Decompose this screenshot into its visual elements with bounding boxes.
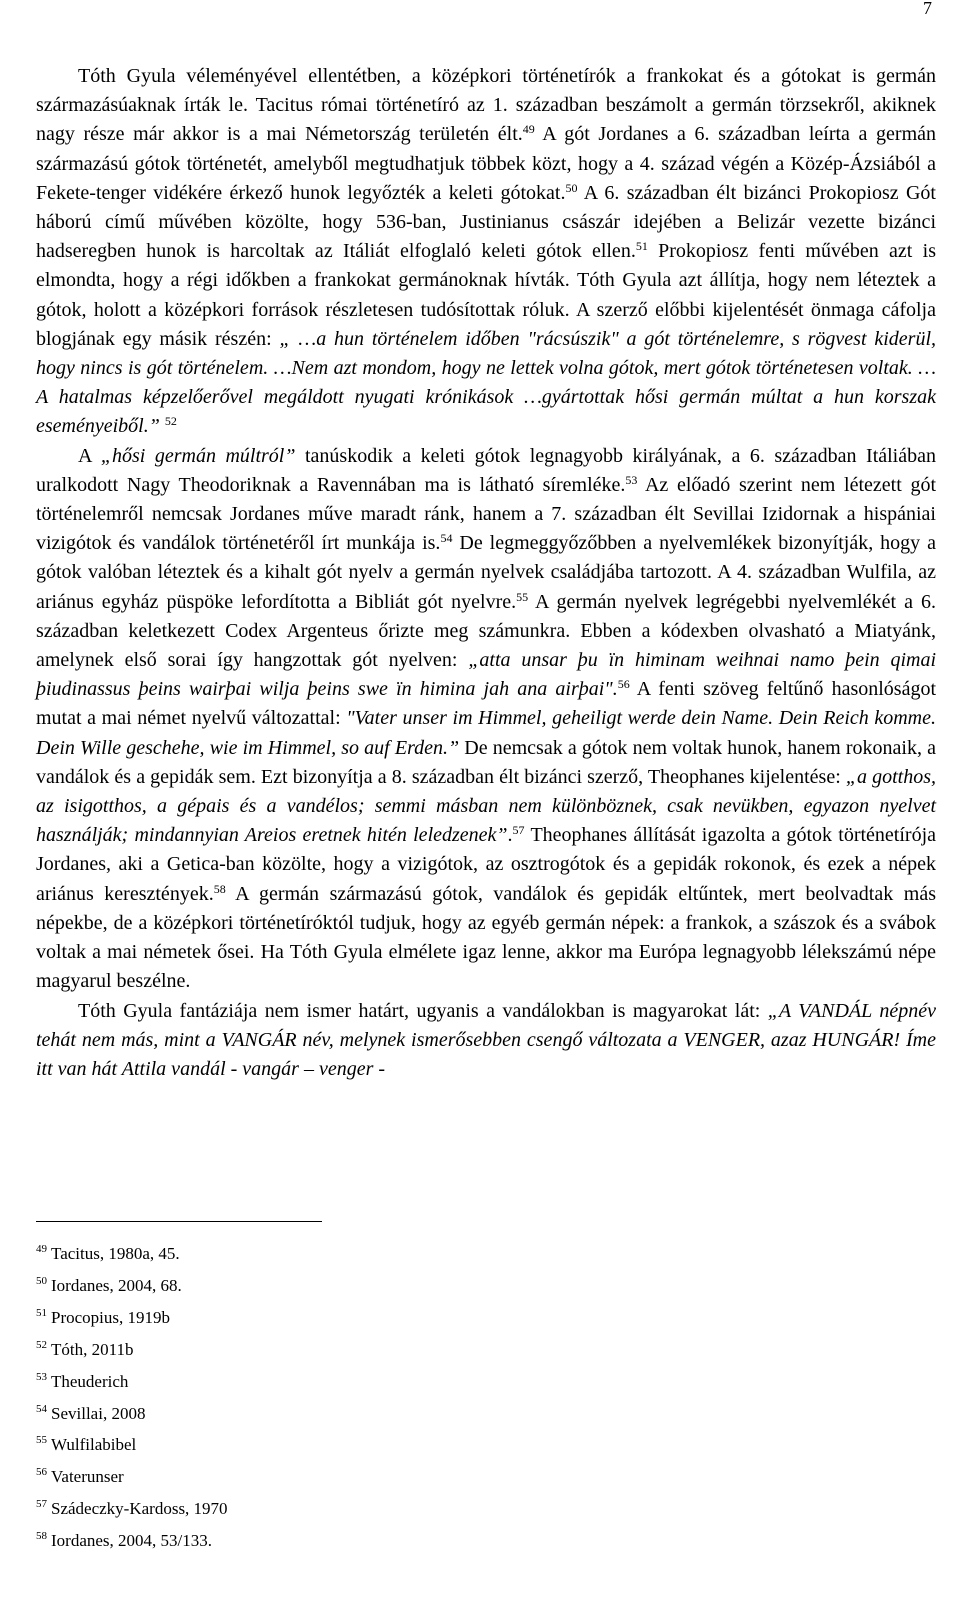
footnote-item bbox=[36, 1270, 636, 1302]
footnote-reference: 52 bbox=[164, 414, 177, 429]
body-paragraph bbox=[36, 442, 936, 997]
footnote-item bbox=[36, 1461, 636, 1493]
footnote-reference: 56 bbox=[617, 677, 630, 692]
paragraph-text: Prokopiosz fenti művében azt is elmondta, hogy a régi időkben a frankokat germánoknak hívták. Tóth Gyula azt állítja, hogy nem léteztek a gótok, holott a középkori források részletesen tudósítottak róluk. A szerző előbbi kijelentését önmaga cáfolja blogjának egy másik részén: bbox=[36, 240, 936, 350]
paragraph-text: De nemcsak a gótok nem voltak hunok, hanem rokonaik, a vandálok és a gepidák sem. Ezt bizonyítja a 8. században élt bizánci szerző, Theophanes kijelentése: bbox=[36, 736, 936, 788]
footnote-reference: 58 bbox=[213, 881, 226, 896]
footnote-number: 55 bbox=[36, 1434, 47, 1447]
paragraph-text: Az előadó szerint nem létezett gót történelemről nemcsak Jordanes műve maradt ránk, hanem a 7. században élt Sevillai Izidornak a hispániai vizigótok és vandálok történetéről írt munkája is. bbox=[36, 473, 936, 555]
footnote-text: Iordanes, 2004, 53/133. bbox=[51, 1531, 213, 1551]
footnote-item bbox=[36, 1398, 636, 1430]
paragraph-text: . bbox=[507, 824, 513, 847]
footnote-item bbox=[36, 1525, 636, 1557]
main-text bbox=[36, 62, 936, 1084]
footnote-number: 50 bbox=[36, 1274, 47, 1287]
footnote-item bbox=[36, 1334, 636, 1366]
footnotes-list bbox=[36, 1238, 636, 1557]
footnote-number: 49 bbox=[36, 1243, 47, 1255]
footnote-number: 57 bbox=[36, 1498, 47, 1511]
paragraph-text: A fenti szöveg feltűnő hasonlóságot mutat a mai német nyelvű változattal: bbox=[36, 678, 937, 730]
paragraph-text: Theophanes állítását igazolta a gótok történetírója Jordanes, aki a Getica-ban közölte, hogy a vizigótok, az osztrogótok és a gepidák rokonok, és ezek a népek ariánus keresztények. bbox=[36, 824, 937, 905]
footnote-text: Sevillai, 2008 bbox=[51, 1403, 146, 1423]
footnote-number: 51 bbox=[36, 1306, 47, 1319]
footnote-item bbox=[36, 1493, 636, 1525]
quoted-text: „hősi germán múltról” bbox=[100, 444, 296, 467]
paragraph-text: A germán származású gótok, vandálok és gepidák eltűntek, mert beolvadtak más népekbe, de a középkori történetíróktól tudjuk, hogy az egyéb germán népek: a frankok, a szászok és a svábok voltak a mai németek ősei. Ha Tóth Gyula elmélete igaz lenne, akkor ma Európa legnagyobb lélekszámú népe magyarul beszélne. bbox=[36, 882, 937, 993]
quoted-text: „atta unsar þu ïn himinam weihnai namo þein qimai þiudinassus þeins wairþai wilja þeins swe ïn himina jah ana airþai". bbox=[36, 649, 937, 701]
footnote-item bbox=[36, 1429, 636, 1461]
footnote-reference: 53 bbox=[625, 472, 638, 487]
page-number: 7 bbox=[923, 0, 932, 18]
paragraph-text: De legmeggyőzőbben a nyelvemlékek bizonyítják, hogy a gótok valóban léteztek és a kihalt gót nyelv a germán nyelvek családjába tartozott. A 4. században Wulfila, az ariánus egyház püspöke lefordította a Bibliát gót nyelvre. bbox=[36, 532, 936, 613]
paragraph-text: A 6. században élt bizánci Prokopiosz Gót háború című művében közölte, hogy 536-ban, Justinianus császár idejében a Belizár vezette bizánci hadseregben hunok is harcoltak az Itáliát elfoglaló keleti gótok ellen. bbox=[36, 181, 936, 263]
quoted-text: „a gotthos, az isigotthos, a gépais és a vandélos; semmi másban nem különböznek, csak nevükben, egyazon nyelvet használják; mindannyian Areios eretnek hitén leledzenek” bbox=[36, 765, 936, 847]
paragraph-text: A bbox=[78, 444, 101, 467]
footnote-number: 54 bbox=[36, 1402, 47, 1415]
footnote-item bbox=[36, 1302, 636, 1334]
footnote-reference: 51 bbox=[635, 239, 648, 254]
quoted-text: „ …a hun történelem időben "rácsúszik" a gót történelemre, s rögvest kiderül, hogy nincs is gót történelem. …Nem azt mondom, hogy ne lettek volna gótok, mert gótok történetesen voltak. …A hatalmas képzelőerővel megáldott nyugati krónikások …gyártottak hősi germán múltat a hun korszak eseményeiből.” bbox=[36, 327, 936, 438]
footnote-item bbox=[36, 1238, 636, 1270]
footnote-reference: 50 bbox=[565, 180, 578, 195]
footnote-number: 53 bbox=[36, 1370, 47, 1383]
footnote-text: Iordanes, 2004, 68. bbox=[51, 1275, 182, 1295]
footnote-text: Vaterunser bbox=[51, 1467, 124, 1487]
footnote-item bbox=[36, 1366, 636, 1398]
paragraph-text: A gót Jordanes a 6. században leírta a germán származású gótok történetét, amelyből megtudhatjuk többek közt, hogy a 4. század végén a Közép-Ázsiából a Fekete-tenger vidékére érkező hunok legyőzték a keleti gótokat. bbox=[36, 123, 937, 204]
footnote-reference: 49 bbox=[522, 122, 535, 137]
footnote-reference: 57 bbox=[512, 823, 525, 838]
footnote-text: Szádeczky-Kardoss, 1970 bbox=[51, 1499, 228, 1519]
paragraph-text: A germán nyelvek legrégebbi nyelvemlékét a 6. században keletkezett Codex Argenteus őrizte meg számunkra. Ebben a kódexben olvasható a Miatyánk, amelynek első sorai így hangzottak gót nyelven: bbox=[36, 590, 936, 672]
footnote-text: Theuderich bbox=[51, 1371, 129, 1391]
footnote-text: Tacitus, 1980a, 45. bbox=[51, 1244, 180, 1263]
body-paragraph bbox=[36, 62, 936, 442]
footnote-number: 58 bbox=[36, 1530, 47, 1543]
paragraph-text: Tóth Gyula véleményével ellentétben, a középkori történetírók a frankokat és a gótokat is germán származásúaknak írták le. Tacitus római történetíró az 1. században beszámolt a germán törzsekről, akiknek nagy része már akkor is a mai Németország területén élt. bbox=[36, 65, 936, 146]
paragraph-text: tanúskodik a keleti gótok legnagyobb királyának, a 6. században Itáliában uralkodott Nagy Theodoriknak a Ravennában ma is látható síremléke. bbox=[36, 444, 936, 496]
footnote-reference: 55 bbox=[516, 589, 529, 604]
body-paragraph bbox=[36, 997, 936, 1085]
footnote-number: 56 bbox=[36, 1466, 47, 1479]
footnote-text: Procopius, 1919b bbox=[51, 1307, 170, 1327]
footnote-number: 52 bbox=[36, 1338, 47, 1351]
footnote-text: Wulfilabibel bbox=[51, 1435, 137, 1455]
quoted-text: "Vater unser im Himmel, geheiligt werde dein Name. Dein Reich komme. Dein Wille geschehe, wie im Himmel, so auf Erden.” bbox=[36, 707, 937, 759]
footnote-reference: 54 bbox=[440, 531, 453, 546]
footnote-text: Tóth, 2011b bbox=[51, 1339, 134, 1359]
paragraph-text: Tóth Gyula fantáziája nem ismer határt, ugyanis a vandálokban is magyarokat lát: bbox=[78, 999, 768, 1022]
footnote-separator bbox=[36, 1221, 322, 1222]
quoted-text: „A VANDÁL népnév tehát nem más, mint a VANGÁR név, melynek ismerősebben csengő változata a VENGER, azaz HUNGÁR! Íme itt van hát Attila vandál - vangár – venger - bbox=[36, 999, 936, 1080]
